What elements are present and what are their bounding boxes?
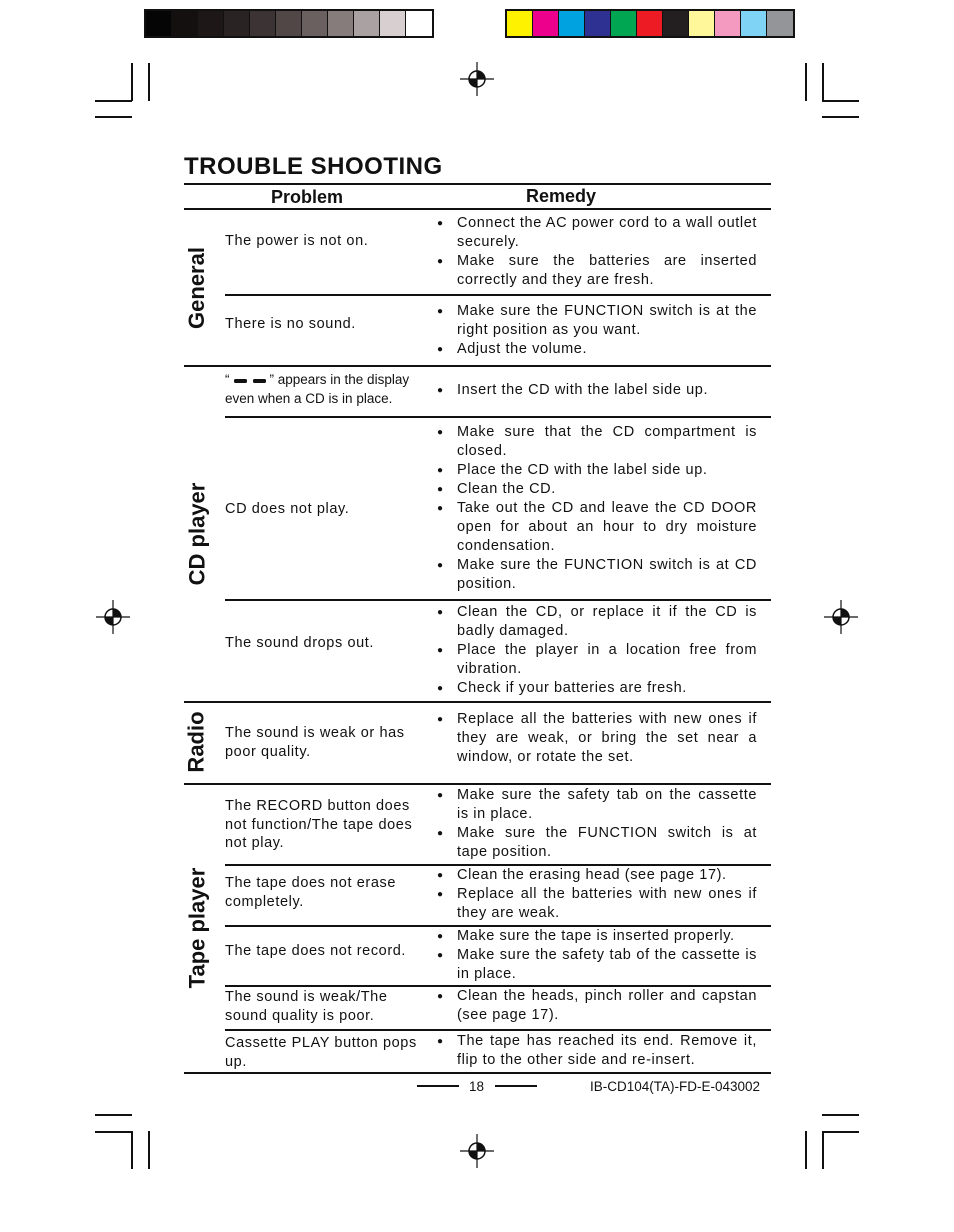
remedy-list [437, 987, 757, 1025]
remedy-item: ● Make sure that the CD compartment is closed. [437, 423, 757, 461]
remedy-item: ● Make sure the safety tab on the cassette is in place. [437, 786, 757, 824]
problem-text: There is no sound. [225, 316, 356, 332]
color-swatch [302, 11, 328, 36]
color-swatch [198, 11, 224, 36]
registration-mark-icon [824, 600, 858, 634]
remedy-list [437, 866, 757, 923]
remedy-list [437, 1032, 757, 1070]
remedy-item: ● Check if your batteries are fresh. [437, 679, 757, 698]
registration-mark-icon [96, 600, 130, 634]
crop-mark [805, 63, 807, 101]
crop-mark [95, 1114, 132, 1116]
section-label-general: General [184, 246, 209, 329]
problem-text: The sound drops out. [225, 635, 375, 651]
remedy-item: ● Clean the CD. [437, 480, 757, 499]
remedy-item: ● The tape has reached its end. Remove it, flip to the other side and re-insert. [437, 1032, 757, 1070]
problem-text: The power is not on. [225, 233, 369, 249]
crop-mark [131, 1131, 133, 1169]
row-divider [225, 1029, 771, 1031]
remedy-item: ● Make sure the FUNCTION switch is at tape position. [437, 824, 757, 862]
page-number: 18 [469, 1079, 485, 1094]
problem-text: The sound is weak/The sound quality is poor. [225, 989, 388, 1024]
color-swatch [507, 11, 533, 36]
remedy-item: ● Connect the AC power cord to a wall outlet securely. [437, 214, 757, 252]
problem-text: The sound is weak or has poor quality. [225, 725, 405, 760]
color-swatch [611, 11, 637, 36]
remedy-item: ● Make sure the tape is inserted properly. [437, 927, 757, 946]
color-swatch [146, 11, 172, 36]
remedy-list [437, 214, 757, 290]
footer-rule-right [495, 1085, 537, 1087]
color-swatch [276, 11, 302, 36]
color-swatch [328, 11, 354, 36]
remedy-list [437, 927, 757, 984]
registration-mark-icon [460, 1134, 494, 1168]
grayscale-calibration-bar [144, 9, 434, 38]
remedy-list [437, 786, 757, 862]
crop-mark [822, 116, 859, 118]
remedy-list [437, 603, 757, 698]
crop-mark [95, 1131, 132, 1133]
remedy-column-header: Remedy [526, 186, 597, 206]
crop-mark [822, 100, 859, 102]
problem-text: Cassette PLAY button pops up. [225, 1035, 417, 1070]
crop-mark [148, 63, 150, 101]
crop-mark [822, 63, 824, 101]
remedy-item: ● Take out the CD and leave the CD DOOR open for about an hour to dry moisture condensation. [437, 499, 757, 556]
color-swatch [637, 11, 663, 36]
crop-mark [95, 100, 132, 102]
color-swatch [559, 11, 585, 36]
page-title: TROUBLE SHOOTING [184, 153, 443, 180]
crop-mark [148, 1131, 150, 1169]
section-divider [184, 701, 771, 703]
remedy-item: ● Replace all the batteries with new ones if they are weak. [437, 885, 757, 923]
color-swatch [585, 11, 611, 36]
remedy-item: ● Place the player in a location free from vibration. [437, 641, 757, 679]
crop-mark [822, 1131, 859, 1133]
section-label-tape-player: Tape player [184, 867, 209, 989]
table-bottom-rule [184, 1072, 771, 1074]
color-swatch [767, 11, 793, 36]
section-label-radio: Radio [184, 711, 209, 773]
remedy-item: ● Replace all the batteries with new ones if they are weak, or bring the set near a window, or rotate the set. [437, 710, 757, 767]
remedy-list [437, 381, 757, 400]
remedy-item: ● Make sure the FUNCTION switch is at CD position. [437, 556, 757, 594]
problem-text: “ ” appears in the display even when a CD is in place. [225, 372, 410, 406]
row-divider [225, 416, 771, 418]
problem-text: The tape does not record. [225, 943, 407, 959]
display-dashes-icon [230, 375, 270, 385]
registration-mark-icon [460, 62, 494, 96]
remedy-item: ● Adjust the volume. [437, 340, 757, 359]
color-swatch [741, 11, 767, 36]
crop-mark [822, 1114, 859, 1116]
problem-text: CD does not play. [225, 501, 350, 517]
color-swatch [689, 11, 715, 36]
color-swatch [406, 11, 432, 36]
crop-mark [805, 1131, 807, 1169]
color-swatch [250, 11, 276, 36]
remedy-item: ● Insert the CD with the label side up. [437, 381, 757, 400]
remedy-list [437, 710, 757, 767]
color-swatch [715, 11, 741, 36]
remedy-item: ● Make sure the batteries are inserted correctly and they are fresh. [437, 252, 757, 290]
color-calibration-bar [505, 9, 795, 38]
section-divider [184, 365, 771, 367]
problem-column-header: Problem [271, 187, 344, 207]
color-swatch [663, 11, 689, 36]
color-swatch [224, 11, 250, 36]
remedy-item: ● Clean the heads, pinch roller and capstan (see page 17). [437, 987, 757, 1025]
header-rule [184, 183, 771, 185]
crop-mark [822, 1131, 824, 1169]
color-swatch [380, 11, 406, 36]
color-swatch [533, 11, 559, 36]
remedy-item: ● Clean the CD, or replace it if the CD is badly damaged. [437, 603, 757, 641]
color-swatch [172, 11, 198, 36]
footer-rule-left [417, 1085, 459, 1087]
document-code: IB-CD104(TA)-FD-E-043002 [590, 1079, 761, 1094]
color-swatch [354, 11, 380, 36]
row-divider [225, 599, 771, 601]
section-divider [184, 783, 771, 785]
remedy-list [437, 302, 757, 359]
header-bottom-rule [184, 208, 771, 210]
crop-mark [131, 63, 133, 101]
remedy-item: ● Make sure the FUNCTION switch is at the right position as you want. [437, 302, 757, 340]
crop-mark [95, 116, 132, 118]
row-divider [225, 294, 771, 296]
remedy-item: ● Make sure the safety tab of the cassette is in place. [437, 946, 757, 984]
problem-text: The RECORD button does not function/The tape does not play. [225, 798, 413, 851]
remedy-item: ● Clean the erasing head (see page 17). [437, 866, 757, 885]
remedy-item: ● Place the CD with the label side up. [437, 461, 757, 480]
problem-text: The tape does not erase completely. [225, 875, 396, 910]
remedy-list [437, 423, 757, 594]
section-label-cd-player: CD player [184, 482, 209, 585]
